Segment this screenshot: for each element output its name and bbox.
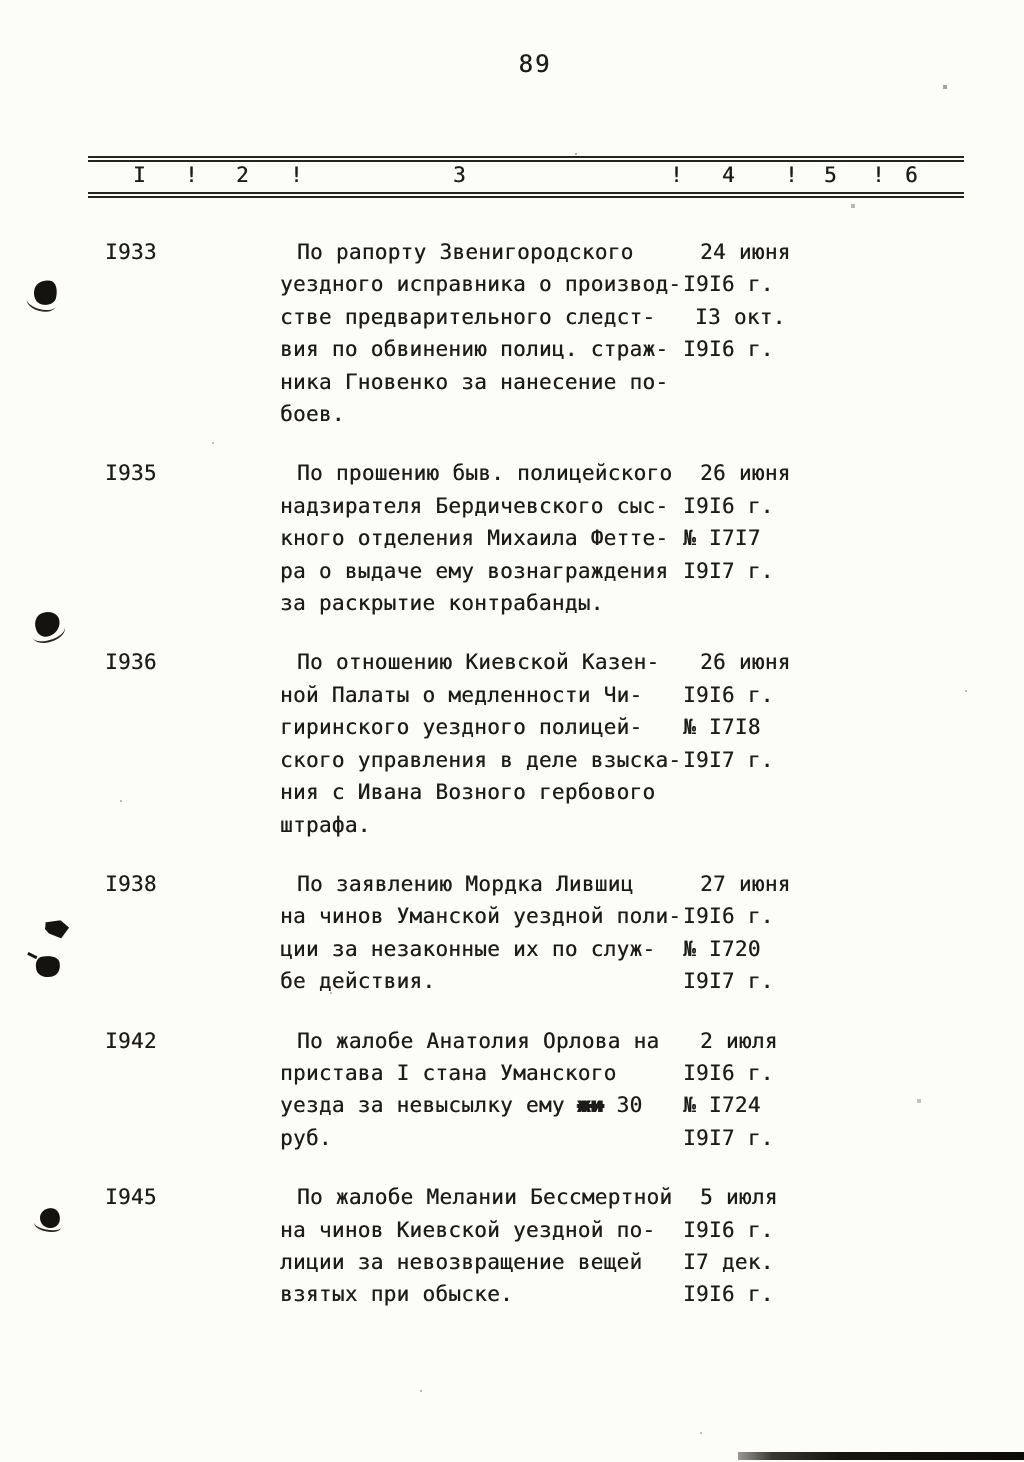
entry-text: ния с Ивана Возного гербового — [280, 780, 656, 805]
catalog-entry — [105, 1025, 975, 1155]
entry-text: ника Гновенко за нанесение по- — [280, 369, 669, 394]
entry-text: руб. — [280, 1125, 332, 1150]
column-header-1: I — [133, 163, 146, 187]
entry-text: уездного исправника о производ- — [280, 272, 682, 297]
entry-line — [280, 366, 975, 398]
entry-text: на чинов Киевской уездной по- — [280, 1217, 656, 1242]
catalog-entry — [105, 1181, 975, 1311]
column-separator: ! — [670, 163, 683, 187]
entry-text: По жалобе Мелании Бессмертной — [297, 1185, 673, 1210]
column-header-2: 2 — [236, 163, 249, 187]
entry-line — [280, 1025, 975, 1057]
entry-line — [280, 398, 975, 430]
entry-body — [280, 236, 975, 430]
entry-text: стве предварительного следст- — [280, 304, 656, 329]
entry-line — [280, 301, 975, 333]
entry-text: ции за незаконные их по служ- — [280, 936, 656, 961]
entry-line — [280, 900, 975, 932]
entry-date: I9I7 г. — [683, 1125, 774, 1150]
entry-line — [280, 1214, 975, 1246]
catalog-entry — [105, 236, 975, 430]
column-separator: ! — [290, 163, 303, 187]
table-rule-top — [88, 156, 964, 162]
entry-line — [280, 646, 975, 678]
column-header-3: 3 — [453, 163, 466, 187]
entry-line — [280, 587, 975, 619]
entry-line — [280, 555, 975, 587]
table-rule-bottom — [88, 192, 964, 198]
column-header-4: 4 — [722, 163, 735, 187]
entry-date: № I7I8 — [683, 715, 761, 740]
ink-blot — [31, 278, 59, 308]
entry-number: I935 — [105, 461, 157, 486]
column-separator: ! — [872, 163, 885, 187]
entry-line — [280, 809, 975, 841]
entry-line — [280, 1181, 975, 1213]
column-header-5: 5 — [824, 163, 837, 187]
entry-date: I9I6 г. — [683, 337, 774, 362]
column-separator: ! — [785, 163, 798, 187]
entry-date: I9I6 г. — [683, 1217, 774, 1242]
entries — [105, 236, 975, 1338]
column-header-6: 6 — [905, 163, 918, 187]
entry-text: на чинов Уманской уездной поли- — [280, 904, 682, 929]
entry-date: 24 июня — [700, 240, 791, 264]
paper-specks — [0, 0, 2, 2]
entry-date: I9I6 г. — [683, 493, 774, 518]
entry-text: По заявлению Мордка Лившиц — [297, 871, 634, 896]
entry-date: I7 дек. — [683, 1249, 774, 1274]
entry-line — [280, 776, 975, 808]
entry-number: I933 — [105, 240, 157, 264]
entry-date: № I724 — [683, 1093, 761, 1118]
entry-line — [280, 1246, 975, 1278]
catalog-entry — [105, 646, 975, 840]
entry-date: 2 июля — [700, 1028, 778, 1053]
entry-body — [280, 1181, 975, 1311]
entry-date: I3 окт. — [695, 304, 786, 329]
entry-text: надзирателя Бердичевского сыс- — [280, 493, 669, 518]
entry-text: лиции за невозвращение вещей — [280, 1249, 643, 1274]
struck-text: жи — [577, 1093, 604, 1118]
entry-line — [280, 268, 975, 300]
entry-line — [280, 1089, 975, 1121]
entry-line — [280, 679, 975, 711]
entry-date: I9I6 г. — [683, 904, 774, 929]
entry-date: № I7I7 — [683, 526, 761, 551]
entry-line — [280, 965, 975, 997]
catalog-entry — [105, 457, 975, 619]
entry-date: 27 июня — [700, 871, 791, 896]
entry-text: боев. — [280, 402, 345, 427]
ink-blot — [35, 954, 62, 978]
entry-line — [280, 868, 975, 900]
entry-text: вия по обвинению полиц. страж- — [280, 337, 669, 362]
entry-body — [280, 457, 975, 619]
entry-text: штрафа. — [280, 812, 371, 837]
entry-text: гиринского уездного полицей- — [280, 715, 643, 740]
entry-number: I945 — [105, 1185, 157, 1210]
entry-text: По отношению Киевской Казен- — [297, 650, 660, 675]
entry-text: за раскрытие контрабанды. — [280, 591, 604, 616]
entry-date: I9I7 г. — [683, 747, 774, 772]
ink-blot — [32, 609, 63, 640]
entry-body — [280, 868, 975, 998]
ink-blot — [44, 919, 69, 939]
scan-edge-artifact — [738, 1452, 1024, 1460]
entry-body — [280, 1025, 975, 1155]
entry-text: ра о выдаче ему вознаграждения — [280, 558, 669, 583]
entry-line — [280, 933, 975, 965]
entry-date: 5 июля — [700, 1185, 778, 1210]
entry-number: I942 — [105, 1028, 157, 1053]
column-separator: ! — [185, 163, 198, 187]
entry-line — [280, 236, 975, 268]
entry-date: I9I7 г. — [683, 558, 774, 583]
entry-line — [280, 490, 975, 522]
entry-line — [280, 522, 975, 554]
entry-line — [280, 744, 975, 776]
entry-date: № I720 — [683, 936, 761, 961]
entry-date: I9I6 г. — [683, 272, 774, 297]
entry-text: ского управления в деле взыска- — [280, 747, 682, 772]
entry-date: I9I7 г. — [683, 969, 774, 994]
ink-blot — [38, 1206, 61, 1229]
page-number: 89 — [518, 50, 552, 78]
entry-line — [280, 711, 975, 743]
entry-line — [280, 1122, 975, 1154]
entry-text: взятых при обыске. — [280, 1282, 513, 1307]
catalog-entry — [105, 868, 975, 998]
entry-date: I9I6 г. — [683, 682, 774, 707]
entry-line — [280, 457, 975, 489]
entry-number: I938 — [105, 871, 157, 896]
entry-date: I9I6 г. — [683, 1282, 774, 1307]
entry-text: По жалобе Анатолия Орлова на — [297, 1028, 660, 1053]
entry-line — [280, 333, 975, 365]
entry-line — [280, 1278, 975, 1310]
entry-text: кного отделения Михаила Фетте- — [280, 526, 669, 551]
entry-text: По рапорту Звенигородского — [297, 240, 634, 264]
entry-text: ной Палаты о медленности Чи- — [280, 682, 643, 707]
entry-number: I936 — [105, 650, 157, 675]
entry-text: уезда за невысылку ему жи 30 — [280, 1093, 643, 1118]
entry-date: 26 июня — [700, 650, 791, 675]
entry-body — [280, 646, 975, 840]
entry-date: 26 июня — [700, 461, 791, 486]
entry-text: По прошению быв. полицейского — [297, 461, 673, 486]
entry-line — [280, 1057, 975, 1089]
entry-text: бе действия. — [280, 969, 436, 994]
entry-date: I9I6 г. — [683, 1060, 774, 1085]
table-header — [88, 156, 964, 198]
entry-text: пристава I стана Уманского — [280, 1060, 617, 1085]
